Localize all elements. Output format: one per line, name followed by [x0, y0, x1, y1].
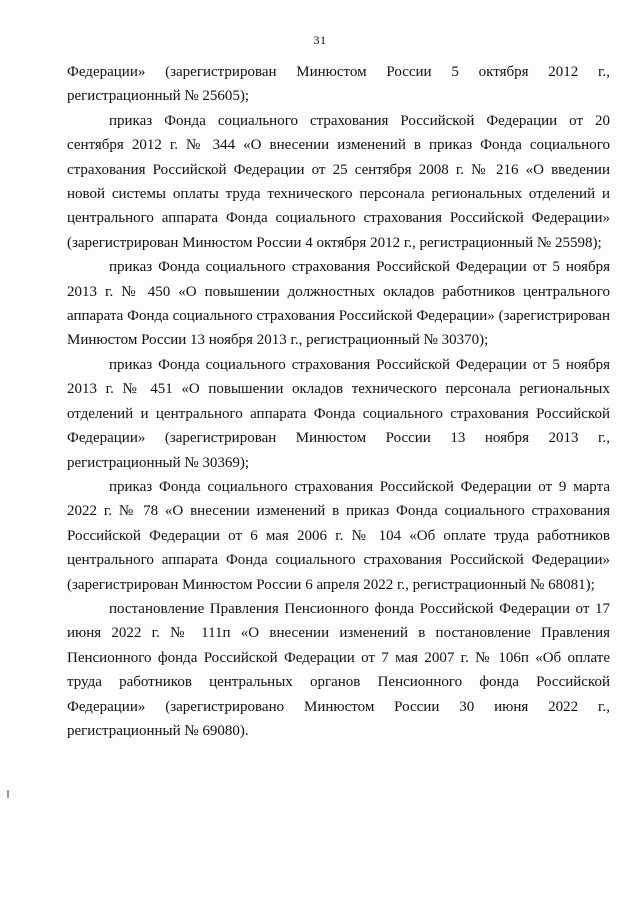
- scan-artifact: [7, 790, 9, 798]
- paragraph-fss-order-78: приказ Фонда социального страхования Российской Федерации от 9 марта 2022 г. № 78 «О внесении изменений в приказ Фонда социального страхования Российской Федерации от 6 мая 2006 г. № 104 «Об оплате труда работников центрального аппарата Фонда социального страхования Российской Федерации» (зарегистрирован Минюстом России 6 апреля 2022 г., регистрационный № 68081);: [67, 478, 610, 593]
- page-number: 31: [313, 33, 327, 47]
- paragraph-fss-order-450: приказ Фонда социального страхования Российской Федерации от 5 ноября 2013 г. № 450 «О повышении должностных окладов работников центрального аппарата Фонда социального страхования Российской Федерации» (зарегистрирован Минюстом России 13 ноября 2013 г., регистрационный № 30370);: [67, 259, 610, 349]
- paragraph-fss-order-344: приказ Фонда социального страхования Российской Федерации от 20 сентября 2012 г. № 344 «О внесении изменений в приказ Фонда социального страхования Российской Федерации от 25 сентября 2008 г. № 216 «О введении новой системы оплаты труда технического персонала региональных отделений и центрального аппарата Фонда социального страхования Российской Федерации» (зарегистрирован Минюстом России 4 октября 2012 г., регистрационный № 25598);: [67, 112, 610, 251]
- paragraph-continuation: Федерации» (зарегистрирован Минюстом России 5 октября 2012 г., регистрационный № 25605);: [67, 64, 610, 105]
- document-body: [67, 60, 610, 743]
- paragraph-pfr-resolution-111p: постановление Правления Пенсионного фонда Российской Федерации от 17 июня 2022 г. № 111п «О внесении изменений в постановление Правления Пенсионного фонда Российской Федерации от 7 мая 2007 г. № 106п «Об оплате труда работников центральных органов Пенсионного фонда Российской Федерации» (зарегистрировано Минюстом России 30 июня 2022 г., регистрационный № 69080).: [67, 600, 610, 739]
- paragraph-fss-order-451: приказ Фонда социального страхования Российской Федерации от 5 ноября 2013 г. № 451 «О повышении окладов технического персонала региональных отделений и центрального аппарата Фонда социального страхования Российской Федерации» (зарегистрирован Минюстом России 13 ноября 2013 г., регистрационный № 30369);: [67, 356, 610, 471]
